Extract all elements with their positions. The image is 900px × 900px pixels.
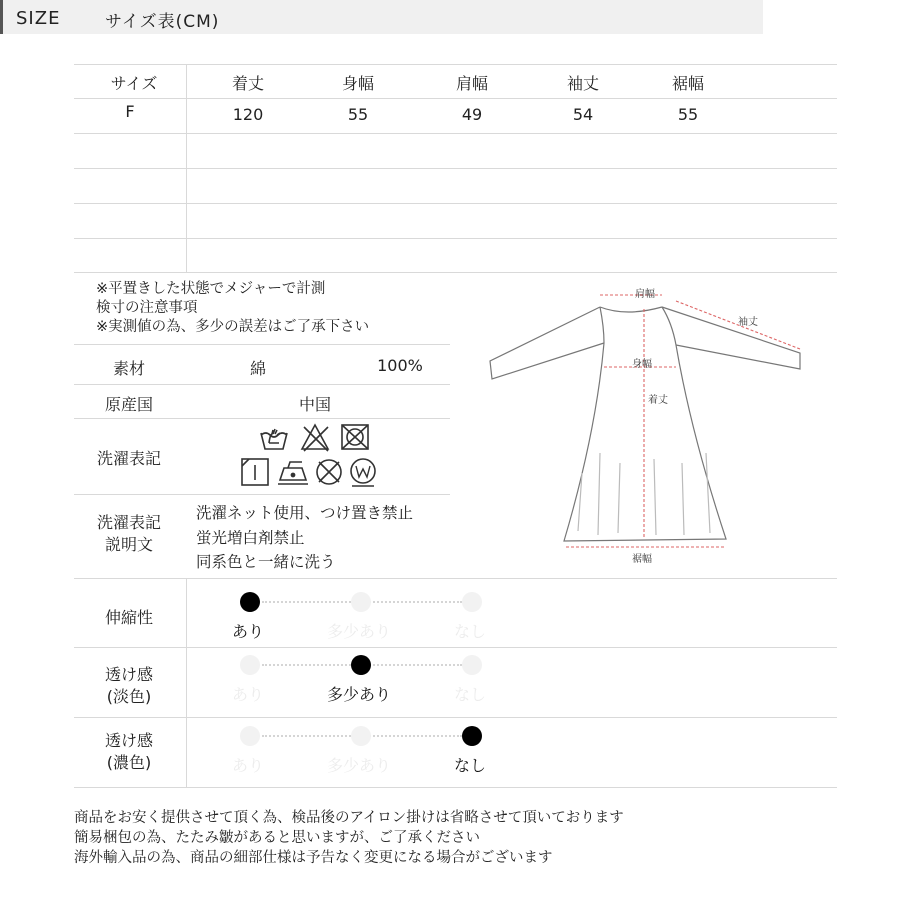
- origin-label: 原産国: [104, 395, 153, 414]
- hand-wash-icon: [261, 429, 287, 449]
- spec-divider: [74, 494, 450, 495]
- rating-option: あり: [231, 622, 264, 641]
- rating-option: 多少あり: [326, 756, 391, 775]
- rating-option: なし: [453, 756, 486, 775]
- rating-stretch-label: 伸縮性: [104, 608, 153, 627]
- note-measurement: ※平置きした状態でメジャーで計測: [96, 281, 326, 297]
- cell-size: F: [125, 102, 135, 121]
- diagram-hem-label: 裾幅: [632, 554, 652, 565]
- diagram-sleeve-label: 袖丈: [738, 317, 758, 328]
- spec-divider: [74, 578, 837, 579]
- rating-dot: [240, 592, 260, 612]
- rating-divider: [74, 647, 837, 648]
- header-hem: 裾幅: [671, 74, 704, 93]
- cell-shoulder: 49: [461, 105, 483, 124]
- origin-value: 中国: [298, 395, 331, 414]
- cell-hem: 55: [677, 105, 699, 124]
- size-table-title: サイズ表(CM): [105, 12, 220, 32]
- no-tumble-dry-icon: [342, 425, 368, 449]
- rating-dot: [462, 655, 482, 675]
- spec-divider: [74, 418, 450, 419]
- rating-dot: [462, 592, 482, 612]
- cell-length: 120: [232, 105, 264, 124]
- diagram-length-label: 着丈: [648, 395, 668, 406]
- table-divider: [74, 203, 837, 204]
- care-icons-row1: [258, 421, 374, 453]
- iron-low-icon: [278, 462, 308, 484]
- footer-note-3: 海外輸入品の為、商品の細部仕様は予告なく変更になる場合がございます: [74, 850, 553, 866]
- care-desc-label-1: 洗濯表記: [96, 513, 161, 532]
- line-dry-shade-icon: [242, 459, 268, 485]
- rating-sheer-light-label-2: (淡色): [106, 687, 152, 706]
- rating-dot: [351, 655, 371, 675]
- header-size: サイズ: [110, 74, 158, 93]
- rating-option: 多少あり: [326, 622, 391, 641]
- cell-body-width: 55: [347, 105, 369, 124]
- care-desc-line-3: 同系色と一緒に洗う: [196, 553, 336, 571]
- table-divider: [74, 168, 837, 169]
- rating-dot: [240, 655, 260, 675]
- wet-clean-icon: [351, 459, 375, 486]
- rating-option: あり: [231, 685, 264, 704]
- header-shoulder: 肩幅: [455, 74, 488, 93]
- table-divider: [74, 98, 837, 99]
- care-desc-line-2: 蛍光増白剤禁止: [196, 529, 305, 547]
- table-divider: [186, 64, 187, 272]
- no-dry-clean-icon: [317, 460, 341, 484]
- care-label: 洗濯表記: [96, 449, 161, 468]
- rating-dot: [351, 726, 371, 746]
- rating-dot: [240, 726, 260, 746]
- no-bleach-icon: [302, 425, 328, 451]
- care-desc-line-1: 洗濯ネット使用、つけ置き禁止: [196, 504, 414, 522]
- footer-note-1: 商品をお安く提供させて頂く為、検品後のアイロン掛けは省略させて頂いております: [74, 810, 624, 826]
- material-percent: 100%: [377, 356, 423, 375]
- rating-option: なし: [453, 685, 486, 704]
- header-sleeve: 袖丈: [566, 74, 599, 93]
- spec-divider: [74, 384, 450, 385]
- rating-option: なし: [453, 622, 486, 641]
- rating-dot: [351, 592, 371, 612]
- rating-sheer-dark-label-1: 透け感: [104, 731, 153, 750]
- rating-divider: [186, 578, 187, 787]
- footer-note-2: 簡易梱包の為、たたみ皺があると思いますが、ご了承ください: [74, 830, 480, 846]
- header-length: 着丈: [231, 74, 264, 93]
- spec-divider: [74, 344, 450, 345]
- rating-divider: [74, 787, 837, 788]
- garment-diagram: [486, 283, 810, 568]
- size-label: SIZE: [16, 8, 61, 29]
- note-title: 検寸の注意事項: [96, 300, 198, 316]
- diagram-body-width-label: 身幅: [632, 359, 652, 370]
- material-name: 綿: [249, 359, 266, 378]
- material-label: 素材: [112, 359, 145, 378]
- header-accent-bar: [0, 0, 3, 34]
- table-divider: [74, 272, 837, 273]
- care-icons-row2: [240, 456, 382, 490]
- section-header: [0, 0, 763, 34]
- header-body-width: 身幅: [341, 74, 374, 93]
- rating-sheer-light-label-1: 透け感: [104, 665, 153, 684]
- table-divider: [74, 64, 837, 65]
- diagram-shoulder-label: 肩幅: [635, 289, 655, 300]
- table-divider: [74, 133, 837, 134]
- table-divider: [74, 238, 837, 239]
- care-desc-label-2: 説明文: [104, 535, 153, 554]
- rating-sheer-dark-label-2: (濃色): [106, 753, 152, 772]
- rating-dot: [462, 726, 482, 746]
- cell-sleeve: 54: [572, 105, 594, 124]
- rating-divider: [74, 717, 837, 718]
- note-tolerance: ※実測値の為、多少の誤差はご了承下さい: [96, 319, 370, 335]
- rating-option: あり: [231, 756, 264, 775]
- rating-option: 多少あり: [326, 685, 391, 704]
